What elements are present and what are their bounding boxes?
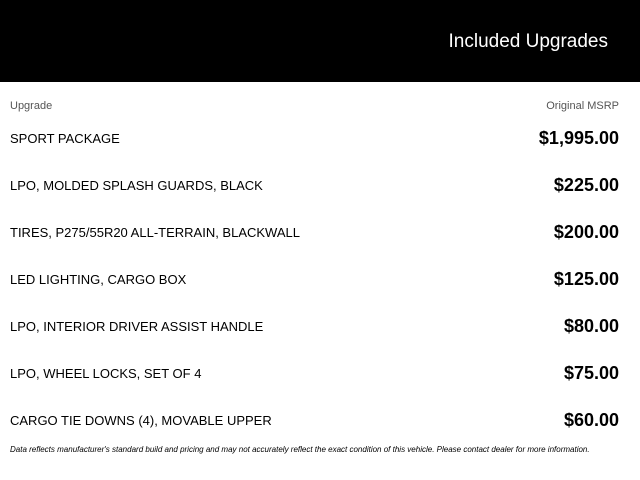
upgrade-name: LPO, WHEEL LOCKS, SET OF 4 (10, 366, 202, 381)
table-row (0, 303, 640, 350)
upgrade-name: LPO, INTERIOR DRIVER ASSIST HANDLE (10, 319, 264, 334)
upgrade-name: TIRES, P275/55R20 ALL-TERRAIN, BLACKWALL (10, 225, 300, 240)
page-title: Included Upgrades (448, 31, 608, 52)
table-row (0, 256, 640, 303)
table-row (0, 397, 640, 444)
upgrade-price: $75.00 (563, 363, 619, 383)
upgrade-name: CARGO TIE DOWNS (4), MOVABLE UPPER (10, 413, 272, 428)
upgrade-price: $60.00 (563, 410, 619, 430)
upgrade-price: $80.00 (563, 316, 619, 336)
table-row (0, 115, 640, 162)
table-row (0, 162, 640, 209)
upgrade-price: $1,995.00 (538, 128, 619, 148)
table-row (0, 209, 640, 256)
upgrade-price: $225.00 (553, 175, 619, 195)
column-header-upgrade: Upgrade (10, 100, 53, 112)
upgrade-price: $125.00 (553, 269, 619, 289)
upgrade-name: SPORT PACKAGE (10, 131, 120, 146)
table-row (0, 350, 640, 397)
column-header-msrp: Original MSRP (546, 100, 619, 112)
upgrade-price: $200.00 (553, 222, 619, 242)
header-bar (0, 0, 640, 82)
disclaimer-text: Data reflects manufacturer's standard build and pricing and may not accurately reflect the exact condition of this vehicle. Please contact dealer for more information. (10, 445, 590, 454)
upgrade-name: LED LIGHTING, CARGO BOX (10, 272, 187, 287)
upgrades-list (0, 115, 640, 444)
upgrade-name: LPO, MOLDED SPLASH GUARDS, BLACK (10, 178, 263, 193)
